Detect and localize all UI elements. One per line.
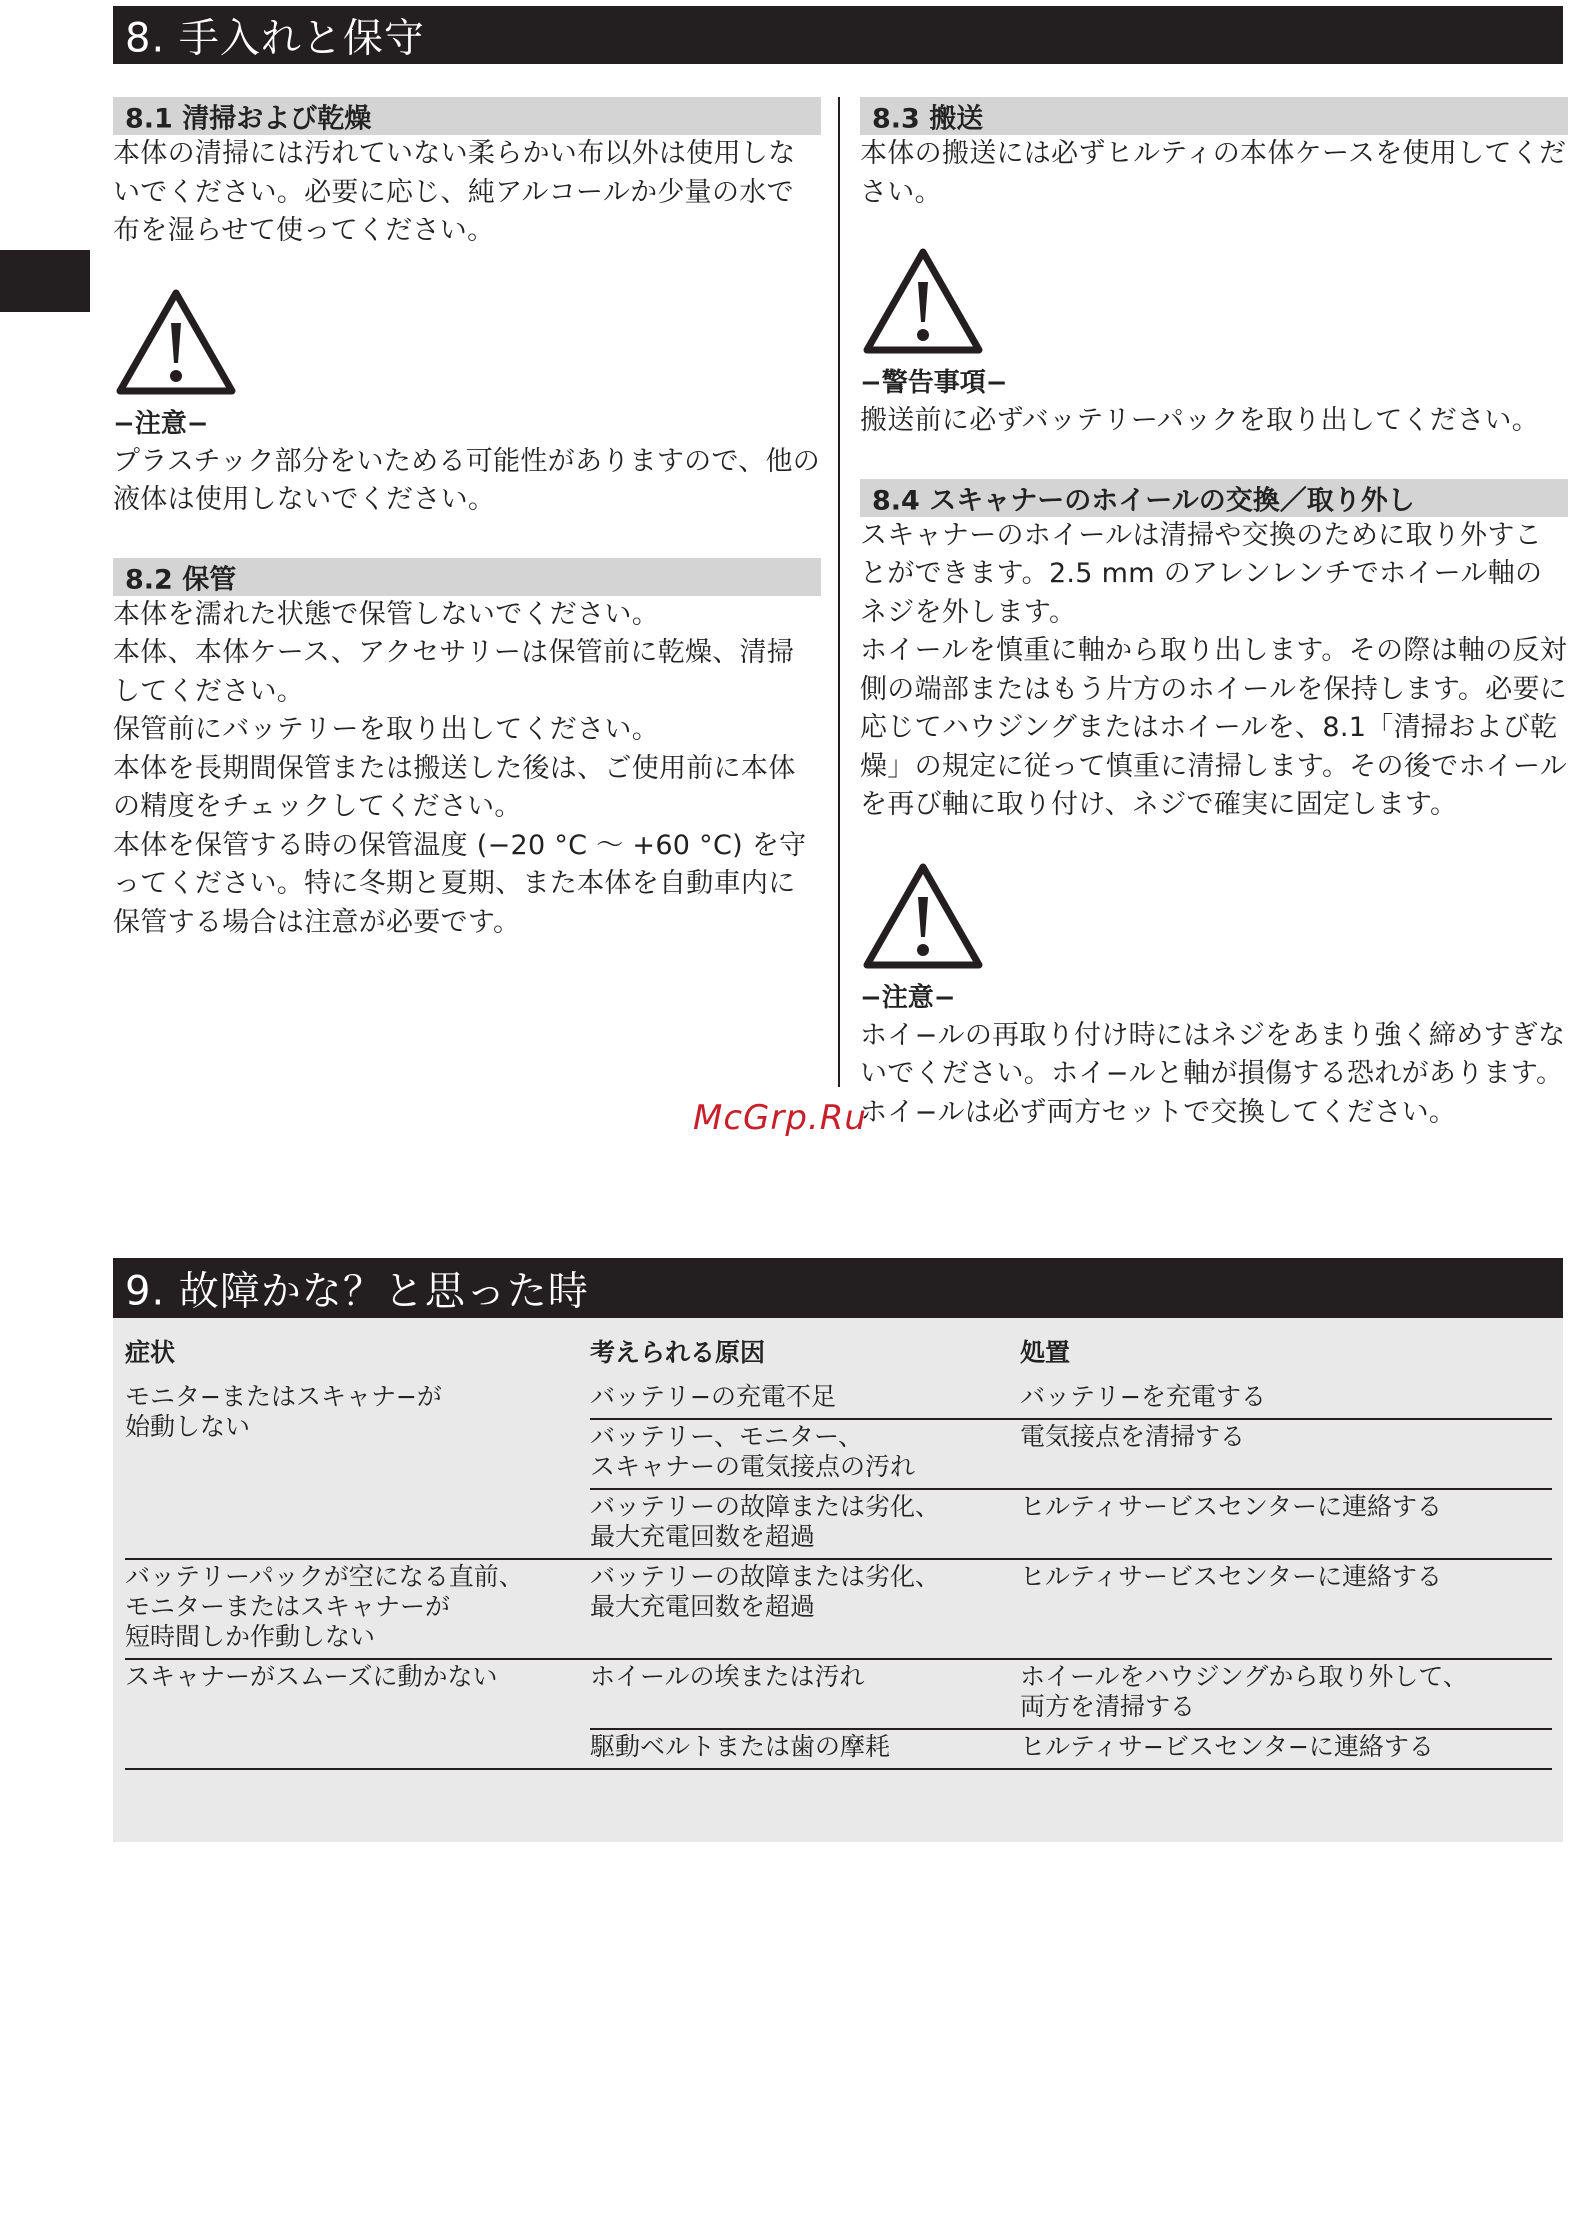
cause-cell: バッテリーの故障または劣化、 最大充電回数を超過 — [590, 1489, 1020, 1559]
symptom-cell: バッテリーパックが空になる直前、 モニターまたはスキャナーが 短時間しか作動しない — [125, 1559, 590, 1659]
section-8-4-body-2: ホイールを慎重に軸から取り出します。その際は軸の反対側の端部またはもう片方のホイールを保持します。必要に応じてハウジングまたはホイールを、8.1「清掃および乾燥」の規定に従って慎重に清掃します。その後でホイールを再び軸に取り付け、ネジで確実に固定します。 — [860, 635, 1568, 820]
action-cell: バッテリ−を充電する — [1020, 1380, 1552, 1419]
section-8-1-heading: 8.1 清掃および乾燥 — [125, 103, 372, 135]
warning-triangle-icon — [116, 287, 236, 397]
column-divider — [838, 97, 840, 1087]
troubleshooting-table — [125, 1338, 1552, 1770]
section-8-2-line: 本体を長期間保管または搬送した後は、ご使用前に本体の精度をチェックしてください。 — [113, 752, 796, 822]
section-8-4-body-1: スキャナーのホイールは清掃や交換のために取り外すことができます。2.5 mm のアレンレンチでホイール軸のネジを外します。 — [860, 519, 1543, 628]
section-8-2-line: 本体を保管する時の保管温度 (−20 °C 〜 +60 °C) を守ってください。特に冬期と夏期、また本体を自動車内に保管する場合は注意が必要です。 — [113, 829, 807, 938]
section-8-4-warning-label: −注意− — [860, 982, 956, 1013]
action-cell: 電気接点を清掃する — [1020, 1419, 1552, 1489]
section-8-title: 8. 手入れと保守 — [125, 15, 425, 62]
section-8-2-heading-bar — [113, 558, 821, 596]
action-cell: ヒルティサービスセンターに連絡する — [1020, 1489, 1552, 1559]
section-9-title-bar — [113, 1258, 1563, 1318]
action-cell: ホイールをハウジングから取り外して、 両方を清掃する — [1020, 1659, 1552, 1729]
symptom-cell: モニタ−またはスキャナ−が 始動しない — [125, 1380, 590, 1559]
table-row — [125, 1380, 1552, 1419]
cause-cell: バッテリー、モニター、 スキャナーの電気接点の汚れ — [590, 1419, 1020, 1489]
section-8-1-heading-bar — [113, 97, 821, 135]
section-8-3-warning-text: 搬送前に必ずバッテリーパックを取り出してください。 — [860, 405, 1539, 436]
section-8-3-body: 本体の搬送には必ずヒルティの本体ケースを使用してください。 — [860, 138, 1567, 208]
action-cell: ヒルティサ−ビスセンタ−に連絡する — [1020, 1729, 1552, 1769]
section-8-2-heading: 8.2 保管 — [125, 564, 237, 595]
action-cell: ヒルティサービスセンターに連絡する — [1020, 1559, 1552, 1659]
section-8-1-body: 本体の清掃には汚れていない柔らかい布以外は使用しないでください。必要に応じ、純アルコールか少量の水で布を湿らせて使ってください。 — [113, 138, 796, 246]
section-9-title: 9. 故障かな？と思った時 — [125, 1268, 589, 1315]
section-8-title-bar — [113, 6, 1563, 64]
cause-cell: バッテリーの故障または劣化、 最大充電回数を超過 — [590, 1559, 1020, 1659]
header-action: 処置 — [1020, 1338, 1071, 1367]
section-8-1-warning-label: −注意− — [113, 408, 209, 439]
section-8-1-warning-text: プラスチック部分をいためる可能性がありますので、他の液体は使用しないでください。 — [113, 445, 821, 515]
table-row — [125, 1559, 1552, 1659]
section-8-3-heading: 8.3 搬送 — [872, 103, 984, 135]
header-cause: 考えられる原因 — [590, 1338, 766, 1367]
warning-triangle-icon — [863, 246, 983, 356]
left-column — [113, 97, 821, 942]
section-8-2-line: 本体を濡れた状態で保管しないでください。 — [113, 598, 659, 630]
warning-triangle-icon — [863, 861, 983, 971]
cause-cell: ホイールの埃または汚れ — [590, 1659, 1020, 1729]
symptom-cell: スキャナーがスムーズに動かない — [125, 1659, 590, 1769]
troubleshooting-panel — [113, 1318, 1563, 1842]
section-8-2-line: 保管前にバッテリーを取り出してください。 — [113, 714, 659, 745]
cause-cell: 駆動ベルトまたは歯の摩耗 — [590, 1729, 1020, 1769]
section-8-2-line: 本体、本体ケース、アクセサリーは保管前に乾燥、清掃してください。 — [113, 637, 795, 707]
page-tab-marker — [0, 250, 90, 312]
section-8-4-heading-bar — [860, 479, 1568, 517]
table-row — [125, 1659, 1552, 1729]
section-8-4-warning-text: ホイ−ルの再取り付け時にはネジをあまり強く締めすぎないでください。ホイ−ルと軸が損傷する恐れがあります。ホイ−ルは必ず両方セットで交換してください。 — [860, 1019, 1566, 1128]
header-symptom: 症状 — [125, 1338, 176, 1367]
section-8-4-heading: 8.4 スキャナーのホイールの交換／取り外し — [872, 485, 1415, 516]
cause-cell: バッテリ−の充電不足 — [590, 1380, 1020, 1419]
watermark-text: McGrp.Ru — [693, 1098, 867, 1138]
right-column — [860, 97, 1568, 1132]
section-8-3-heading-bar — [860, 97, 1568, 135]
section-8-3-warning-label: −警告事項− — [860, 368, 1008, 398]
